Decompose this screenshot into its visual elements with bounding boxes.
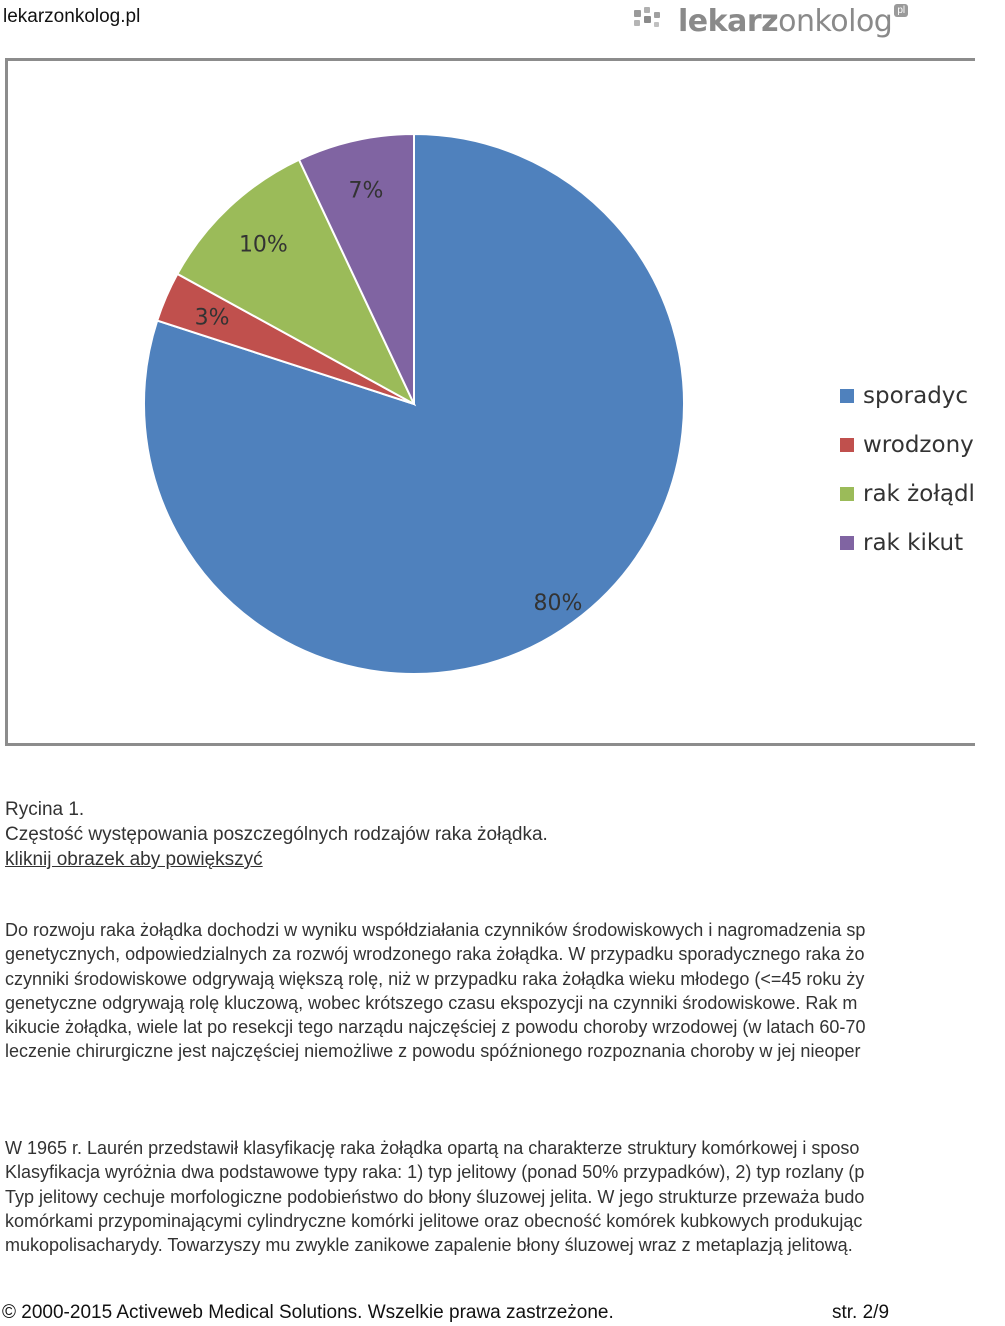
enlarge-image-link[interactable]: kliknij obrazek aby powiększyć [5,849,263,870]
legend-swatch [840,438,854,452]
paragraph-line: W 1965 r. Laurén przedstawił klasyfikację raka żołądka opartą na charakterze struktury komórkowej i sposo [5,1138,860,1158]
logo-dots-icon [632,6,672,36]
paragraph-line: genetyczne odgrywają rolę kluczową, wobec krótszego czasu ekspozycji na czynniki środowiskowe. Rak m [5,992,858,1013]
legend-swatch [840,487,854,501]
legend-item [840,469,975,518]
paragraph-line: Typ jelitowy cechuje morfologiczne podobieństwo do błony śluzowej jelita. W jego strukturze przeważa budo [5,1186,865,1207]
pie-chart [8,61,978,749]
legend-swatch [840,389,854,403]
chart-legend [840,371,975,567]
slice-data-label: 3% [194,305,230,331]
paragraph-line: leczenie chirurgiczne jest najczęściej niemożliwe z powodu spóźnionego rozpoznania choroby w jej nieoper [5,1041,861,1062]
slice-data-label: 7% [348,178,384,204]
figure-title: Częstość występowania poszczególnych rodzajów raka żołądka. [5,824,548,845]
logo-suffix: pl [894,4,908,17]
slice-data-label: 10% [238,232,288,258]
figure-number: Rycina 1. [5,799,85,820]
legend-swatch [840,536,854,550]
site-logo[interactable] [632,0,908,42]
body-paragraph-2 [5,1136,1005,1257]
paragraph-line: Do rozwoju raka żołądka dochodzi w wyniku współdziałania czynników środowiskowych i nagromadzenia sp [5,920,866,940]
paragraph-line: genetycznych, odpowiedzialnych za rozwój wrodzonego raka żołądka. W przypadku sporadycznego raka żo [5,944,865,965]
legend-item [840,518,975,567]
paragraph-line: kikucie żołądka, wiele lat po resekcji tego narządu najczęściej z powodu choroby wrzodowej (w latach 60-70 [5,1017,866,1038]
legend-item [840,420,975,469]
legend-label: wrodzony [863,431,974,458]
figure-caption [5,797,548,872]
legend-label: rak żołądl [863,480,975,507]
slice-data-label: 80% [533,591,583,617]
footer-page-number: str. 2/9 [832,1302,890,1323]
body-paragraph-1 [5,918,1005,1064]
paragraph-line: komórkami przypominającymi cylindryczne komórki jelitowe oraz obecność komórek kubkowych produkując [5,1210,863,1231]
paragraph-line: Klasyfikacja wyróżnia dwa podstawowe typy raka: 1) typ jelitowy (ponad 50% przypadków), 2) typ rozlany (p [5,1162,865,1183]
paragraph-line: czynniki środowiskowe odgrywają większą rolę, niż w przypadku raka żołądka wieku młodego (<=45 roku ży [5,968,865,989]
site-name: lekarzonkolog.pl [3,6,141,27]
legend-item [840,371,975,420]
chart-figure[interactable] [5,58,975,746]
paragraph-line: mukopolisacharydy. Towarzyszy mu zwykle zanikowe zapalenie błony śluzowej wraz z metaplazją jelitową. [5,1235,853,1256]
legend-label: rak kikut [863,529,964,556]
legend-label: sporadyc [863,382,969,409]
logo-wordmark: lekarzonkolog [678,3,893,39]
footer-copyright: © 2000-2015 Activeweb Medical Solutions. Wszelkie prawa zastrzeżone. [2,1302,614,1323]
